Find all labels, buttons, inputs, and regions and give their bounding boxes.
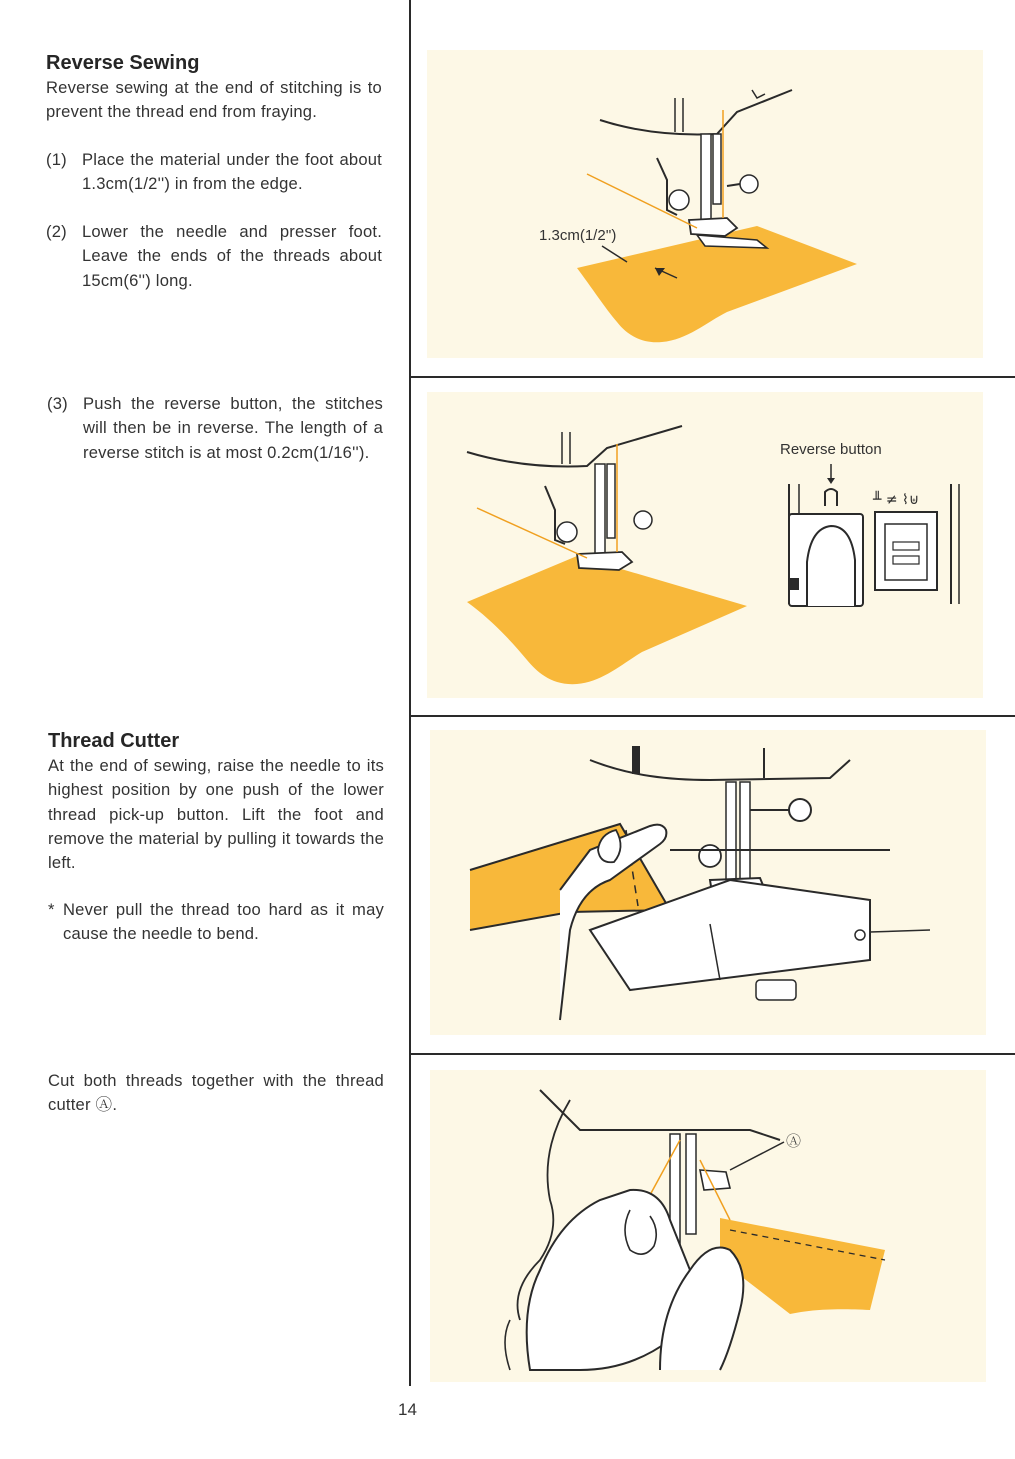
presser-screw-icon xyxy=(669,190,689,210)
figure-1-illustration xyxy=(427,50,983,358)
step-3-number: (3) xyxy=(47,394,68,413)
step-2-text: Lower the needle and presser foot. Leave the ends of the threads about 15cm(6'') long. xyxy=(82,222,382,290)
step-1-text: Place the material under the foot about 1.3cm(1/2'') in from the edge. xyxy=(82,150,382,194)
page-number: 14 xyxy=(398,1400,417,1419)
figure-place-material xyxy=(427,50,983,358)
step-2-number: (2) xyxy=(46,222,67,241)
cut-end: . xyxy=(112,1095,118,1115)
step-2 xyxy=(46,220,382,293)
row-divider-1 xyxy=(409,376,1015,378)
column-divider xyxy=(409,0,411,1386)
thread-cutter-heading: Thread Cutter xyxy=(48,730,180,752)
figure-4-illustration xyxy=(430,1070,986,1382)
row-divider-3 xyxy=(409,1053,1015,1055)
figure-reverse-button xyxy=(427,392,983,698)
thread-cutter-blade xyxy=(700,1170,730,1190)
step-3-text: Push the reverse button, the stitches will then be in reverse. The length of a reverse stitch is at most 0.2cm(1/16''). xyxy=(83,394,383,462)
step-3 xyxy=(47,392,383,465)
stitch-symbols-icon: ╨ ≠ ⌇⊎ xyxy=(873,492,920,508)
reverse-sewing-intro: Reverse sewing at the end of stitching is to prevent the thread end from fraying. xyxy=(46,78,382,122)
distance-label: 1.3cm(1/2'') xyxy=(539,227,617,244)
reverse-button-label: Reverse button xyxy=(780,441,882,458)
figure-remove-material xyxy=(430,730,986,1035)
machine-head-outline xyxy=(600,90,792,134)
finger-pressing xyxy=(807,526,855,606)
reverse-sewing-heading: Reverse Sewing xyxy=(46,52,200,74)
cut-threads-text xyxy=(48,1069,384,1118)
step-1-number: (1) xyxy=(46,150,67,169)
note-asterisk: * xyxy=(48,900,55,919)
step-1 xyxy=(46,148,382,197)
fabric-shape-2 xyxy=(467,556,747,684)
cut-symbol: Ⓐ xyxy=(95,1095,113,1115)
row-divider-2 xyxy=(409,715,1015,717)
cut-instruction: Cut both threads together with the thread cutter xyxy=(48,1071,384,1115)
cutter-label: Ⓐ xyxy=(786,1133,802,1150)
figure-2-illustration xyxy=(427,392,983,698)
figure-thread-cutter xyxy=(430,1070,986,1382)
note-text: Never pull the thread too hard as it may cause the needle to bend. xyxy=(63,900,384,944)
needle-bar xyxy=(701,134,711,220)
thread-cutter-note xyxy=(48,898,384,947)
figure-3-illustration xyxy=(430,730,986,1035)
thread-cutter-text: At the end of sewing, raise the needle to its highest position by one push of the lower thread pick-up button. Lift the foot and remove the material by pulling it towards the left. xyxy=(48,756,384,873)
reverse-symbol-icon xyxy=(825,489,837,506)
